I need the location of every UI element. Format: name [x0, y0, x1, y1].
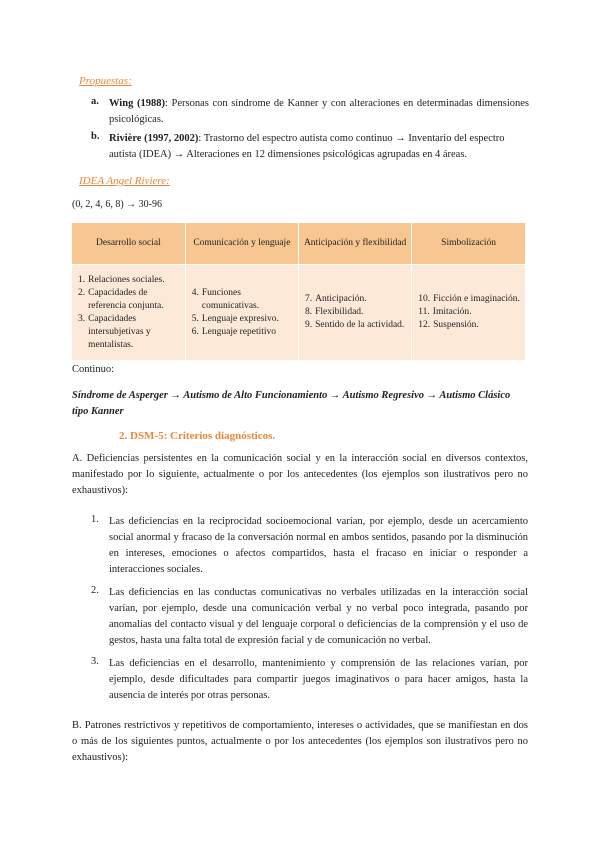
section-title-idea: IDEA Angel Riviere:: [79, 175, 170, 187]
author-riviere: Rivière: [109, 133, 142, 144]
proposal-riviere: [109, 131, 529, 163]
dimension-item: 12. Suspensión.: [418, 320, 479, 330]
table-header-row: [72, 223, 525, 265]
spectrum-continuum: Síndrome de Asperger → Autismo de Alto Funcionamiento → Autismo Regresivo → Autismo Clásico tipo Kanner: [72, 390, 511, 417]
table-header-cell: Simbolización: [412, 223, 525, 265]
dimension-item: 9. Sentido de la actividad.: [305, 320, 405, 330]
dimension-item: 1. Relaciones sociales.: [78, 274, 165, 285]
section-title-propuestas: Propuestas:: [79, 75, 132, 87]
table-cell: [72, 265, 185, 361]
year-riviere: (1997, 2002): [144, 133, 199, 144]
list-number: 3.: [91, 656, 99, 667]
dimension-item: 6. Lenguaje repetitivo: [191, 326, 276, 337]
dimension-item: 8. Flexibilidad.: [305, 307, 364, 317]
continuo-label: Continuo:: [72, 364, 115, 375]
idea-score-formula: (0, 2, 4, 6, 8) → 30-96: [72, 199, 162, 210]
dimension-item: 5. Lenguaje expresivo.: [191, 313, 279, 324]
table-cell: [412, 265, 525, 361]
proposal-wing-text: : Personas con síndrome de Kanner y con alteraciones en determinadas dimensiones psicológicas.: [109, 98, 529, 125]
list-marker-b: b.: [91, 131, 100, 142]
criterion-b-paragraph: B. Patrones restrictivos y repetitivos de comportamiento, intereses o actividades, que se manifiestan en dos o más de los siguientes puntos, actualmente o por los antecedentes (los ejemplos son ilustrativos pero no exhaustivos):: [72, 720, 528, 763]
dimension-item: 3. Capacidades intersubjetivas y mentalistas.: [78, 313, 151, 350]
table-header-cell: Anticipación y flexibilidad: [299, 223, 412, 265]
criterion-a-item: Las deficiencias en las conductas comunicativas no verbales utilizadas en la interacción social varían, por ejemplo, desde una comunicación verbal y no verbal poco integrada, pasando por anomalías del contacto visual y del lenguaje corporal o deficiencias de la comprensión y el uso de gestos, hasta una falta total de expresión facial y de comunicación no verbal.: [109, 587, 528, 646]
year-wing: (1988): [136, 98, 165, 109]
criterion-a-item: Las deficiencias en el desarrollo, mantenimiento y comprensión de las relaciones varían, por ejemplo, desde dificultades para compartir juegos imaginativos o para hacer amigos, hasta la ausencia de interés por otras personas.: [109, 658, 528, 701]
table-header-cell: Desarrollo social: [72, 223, 185, 265]
section-title-dsm5: 2. DSM-5: Criterios diagnósticos.: [119, 430, 276, 442]
list-number: 1.: [91, 514, 99, 525]
dimension-item: 11. Imitación.: [418, 307, 472, 317]
proposal-riviere-text: : Trastorno del espectro autista como continuo → Inventario del espectro autista (IDEA) → Alteraciones en 12 dimensiones psicológicas agrupadas en 4 áreas.: [109, 133, 505, 160]
idea-dimensions-table: [72, 223, 525, 360]
list-marker-a: a.: [91, 96, 99, 107]
table-cell: [299, 265, 412, 361]
proposal-wing: [109, 96, 529, 128]
table-header-cell: Comunicación y lenguaje: [185, 223, 298, 265]
dimension-item: 7. Anticipación.: [305, 294, 367, 304]
dimension-item: 2. Capacidades de referencia conjunta.: [78, 287, 164, 311]
dimension-item: 4. Funciones comunicativas.: [191, 287, 260, 311]
criterion-a-paragraph: A. Deficiencias persistentes en la comunicación social y en la interacción social en diversos contextos, manifestado por lo siguiente, actualmente o por los antecedentes (los ejemplos son ilustrativos pero no exhaustivos):: [72, 453, 528, 496]
table-row: [72, 265, 525, 361]
criterion-a-item: Las deficiencias en la reciprocidad socioemocional varían, por ejemplo, desde un acercamiento social anormal y fracaso de la conversación normal en ambos sentidos, pasando por la disminución en intereses, emociones o afectos compartidos, hasta el fracaso en iniciar o responder a interacciones sociales.: [109, 516, 528, 575]
author-wing: Wing: [109, 98, 134, 109]
dimension-item: 10. Ficción e imaginación.: [418, 294, 520, 304]
list-number: 2.: [91, 585, 99, 596]
table-cell: [185, 265, 298, 361]
